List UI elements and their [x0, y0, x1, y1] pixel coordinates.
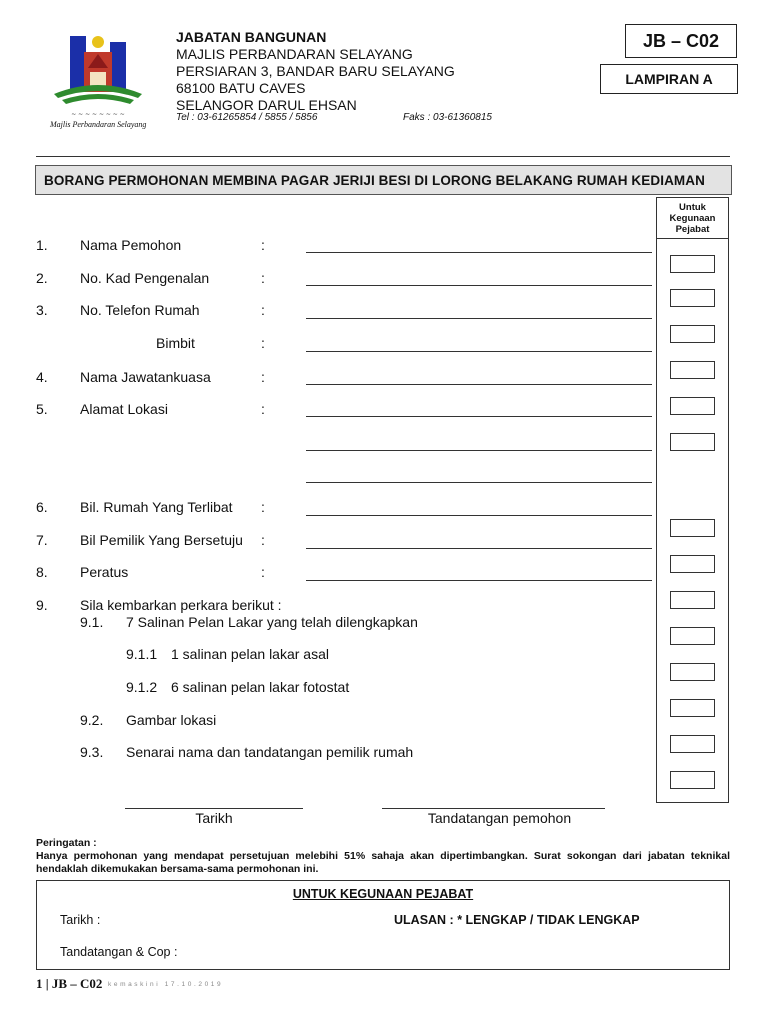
office-signature-label: Tandatangan & Cop :	[60, 945, 178, 959]
field-number: 5.	[36, 401, 48, 417]
office-checkbox[interactable]	[670, 361, 715, 379]
percentage-field[interactable]	[306, 580, 652, 581]
department-name: JABATAN BANGUNAN	[176, 29, 327, 45]
field-colon: :	[261, 369, 265, 385]
ic-number-field[interactable]	[306, 285, 652, 286]
office-checkbox[interactable]	[670, 289, 715, 307]
office-use-title	[36, 887, 730, 901]
field-colon: :	[261, 302, 265, 318]
office-checkbox[interactable]	[670, 397, 715, 415]
item-number: 9.1.2	[126, 679, 158, 695]
office-remark: ULASAN : * LENGKAP / TIDAK LENGKAP	[394, 913, 640, 927]
location-address-field[interactable]	[306, 482, 652, 483]
date-signature-line[interactable]	[125, 808, 303, 809]
form-code: JB – C02	[625, 24, 737, 58]
fax: Faks : 03-61360815	[403, 112, 492, 123]
field-colon: :	[261, 499, 265, 515]
item-text: Senarai nama dan tandatangan pemilik rumah	[126, 744, 414, 760]
office-checkbox[interactable]	[670, 627, 715, 645]
section-intro: Sila kembarkan perkara berikut :	[80, 597, 282, 613]
field-number: 8.	[36, 564, 48, 580]
field-colon: :	[261, 237, 265, 253]
applicant-signature-label: Tandatangan pemohon	[427, 810, 572, 826]
office-col-line-1: Untuk	[679, 202, 706, 213]
office-checkbox[interactable]	[670, 735, 715, 753]
address-line-3: SELANGOR DARUL EHSAN	[176, 97, 357, 113]
field-label-committee: Nama Jawatankuasa	[80, 369, 211, 385]
item-number: 9.1.	[80, 614, 104, 630]
office-date-label: Tarikh :	[60, 913, 101, 927]
warning-text: Hanya permohonan yang mendapat persetujuan melebihi 51% sahaja akan dipertimbangkan. Surat sokongan dari jabatan teknikal hendaklah dikemukakan bersama-sama permohonan ini.	[36, 850, 730, 875]
owners-agree-field[interactable]	[306, 548, 652, 549]
revision-note: kemaskini 17.10.2019	[108, 981, 224, 988]
field-label-percentage: Peratus	[80, 564, 129, 580]
field-label-houses: Bil. Rumah Yang Terlibat	[80, 499, 233, 515]
field-number: 3.	[36, 302, 48, 318]
home-phone-field[interactable]	[306, 318, 652, 319]
field-colon: :	[261, 335, 265, 351]
address-line-1: PERSIARAN 3, BANDAR BARU SELAYANG	[176, 63, 455, 79]
telephone: Tel : 03-61265854 / 5855 / 5856	[176, 112, 318, 123]
office-checkbox[interactable]	[670, 325, 715, 343]
item-number: 9.1.1	[126, 646, 158, 662]
field-label-home-phone: No. Telefon Rumah	[80, 302, 200, 318]
office-checkbox[interactable]	[670, 519, 715, 537]
mobile-phone-field[interactable]	[306, 351, 652, 352]
field-colon: :	[261, 564, 265, 580]
location-address-field[interactable]	[306, 450, 652, 451]
attachment-label: LAMPIRAN A	[600, 64, 738, 94]
office-checkbox[interactable]	[670, 433, 715, 451]
form-title: BORANG PERMOHONAN MEMBINA PAGAR JERIJI BESI DI LORONG BELAKANG RUMAH KEDIAMAN	[35, 165, 732, 195]
office-checkbox[interactable]	[670, 771, 715, 789]
header-divider	[36, 156, 730, 157]
houses-involved-field[interactable]	[306, 515, 652, 516]
field-number: 4.	[36, 369, 48, 385]
field-label-name: Nama Pemohon	[80, 237, 182, 253]
office-checkbox[interactable]	[670, 663, 715, 681]
field-label-owners-agree: Bil Pemilik Yang Bersetuju	[80, 532, 243, 548]
applicant-signature-line[interactable]	[382, 808, 605, 809]
field-label-ic: No. Kad Pengenalan	[80, 270, 210, 286]
office-checkbox[interactable]	[670, 555, 715, 573]
date-label: Tarikh	[195, 810, 233, 826]
item-text: Gambar lokasi	[126, 712, 217, 728]
field-number: 7.	[36, 532, 48, 548]
office-col-line-3: Pejabat	[675, 224, 710, 235]
applicant-name-field[interactable]	[306, 252, 652, 253]
location-address-field[interactable]	[306, 416, 652, 417]
logo-text: Majlis Perbandaran Selayang	[50, 120, 147, 129]
office-checkbox[interactable]	[670, 591, 715, 609]
council-logo	[48, 28, 148, 134]
field-colon: :	[261, 401, 265, 417]
item-text: 6 salinan pelan lakar fotostat	[171, 679, 350, 695]
office-use-column-header	[656, 197, 729, 239]
item-number: 9.2.	[80, 712, 104, 728]
page-footer: 1 | JB – C02	[36, 976, 103, 991]
committee-name-field[interactable]	[306, 384, 652, 385]
svg-text:~ ~ ~ ~ ~ ~ ~ ~: ~ ~ ~ ~ ~ ~ ~ ~	[71, 111, 125, 118]
council-name: MAJLIS PERBANDARAN SELAYANG	[176, 46, 413, 62]
address-line-2: 68100 BATU CAVES	[176, 80, 306, 96]
item-number: 9.3.	[80, 744, 104, 760]
item-text: 7 Salinan Pelan Lakar yang telah dilengkapkan	[126, 614, 418, 630]
office-col-line-2: Kegunaan	[669, 213, 716, 224]
field-number: 6.	[36, 499, 48, 515]
office-checkbox[interactable]	[670, 255, 715, 273]
field-number: 2.	[36, 270, 48, 286]
office-use-title-text: UNTUK KEGUNAAN PEJABAT	[292, 887, 474, 901]
item-text: 1 salinan pelan lakar asal	[171, 646, 329, 662]
field-colon: :	[261, 532, 265, 548]
field-label-address: Alamat Lokasi	[80, 401, 168, 417]
field-colon: :	[261, 270, 265, 286]
section-number: 9.	[36, 597, 48, 613]
warning-heading: Peringatan :	[36, 837, 97, 849]
office-checkbox[interactable]	[670, 699, 715, 717]
field-label-mobile: Bimbit	[156, 335, 195, 351]
field-number: 1.	[36, 237, 48, 253]
